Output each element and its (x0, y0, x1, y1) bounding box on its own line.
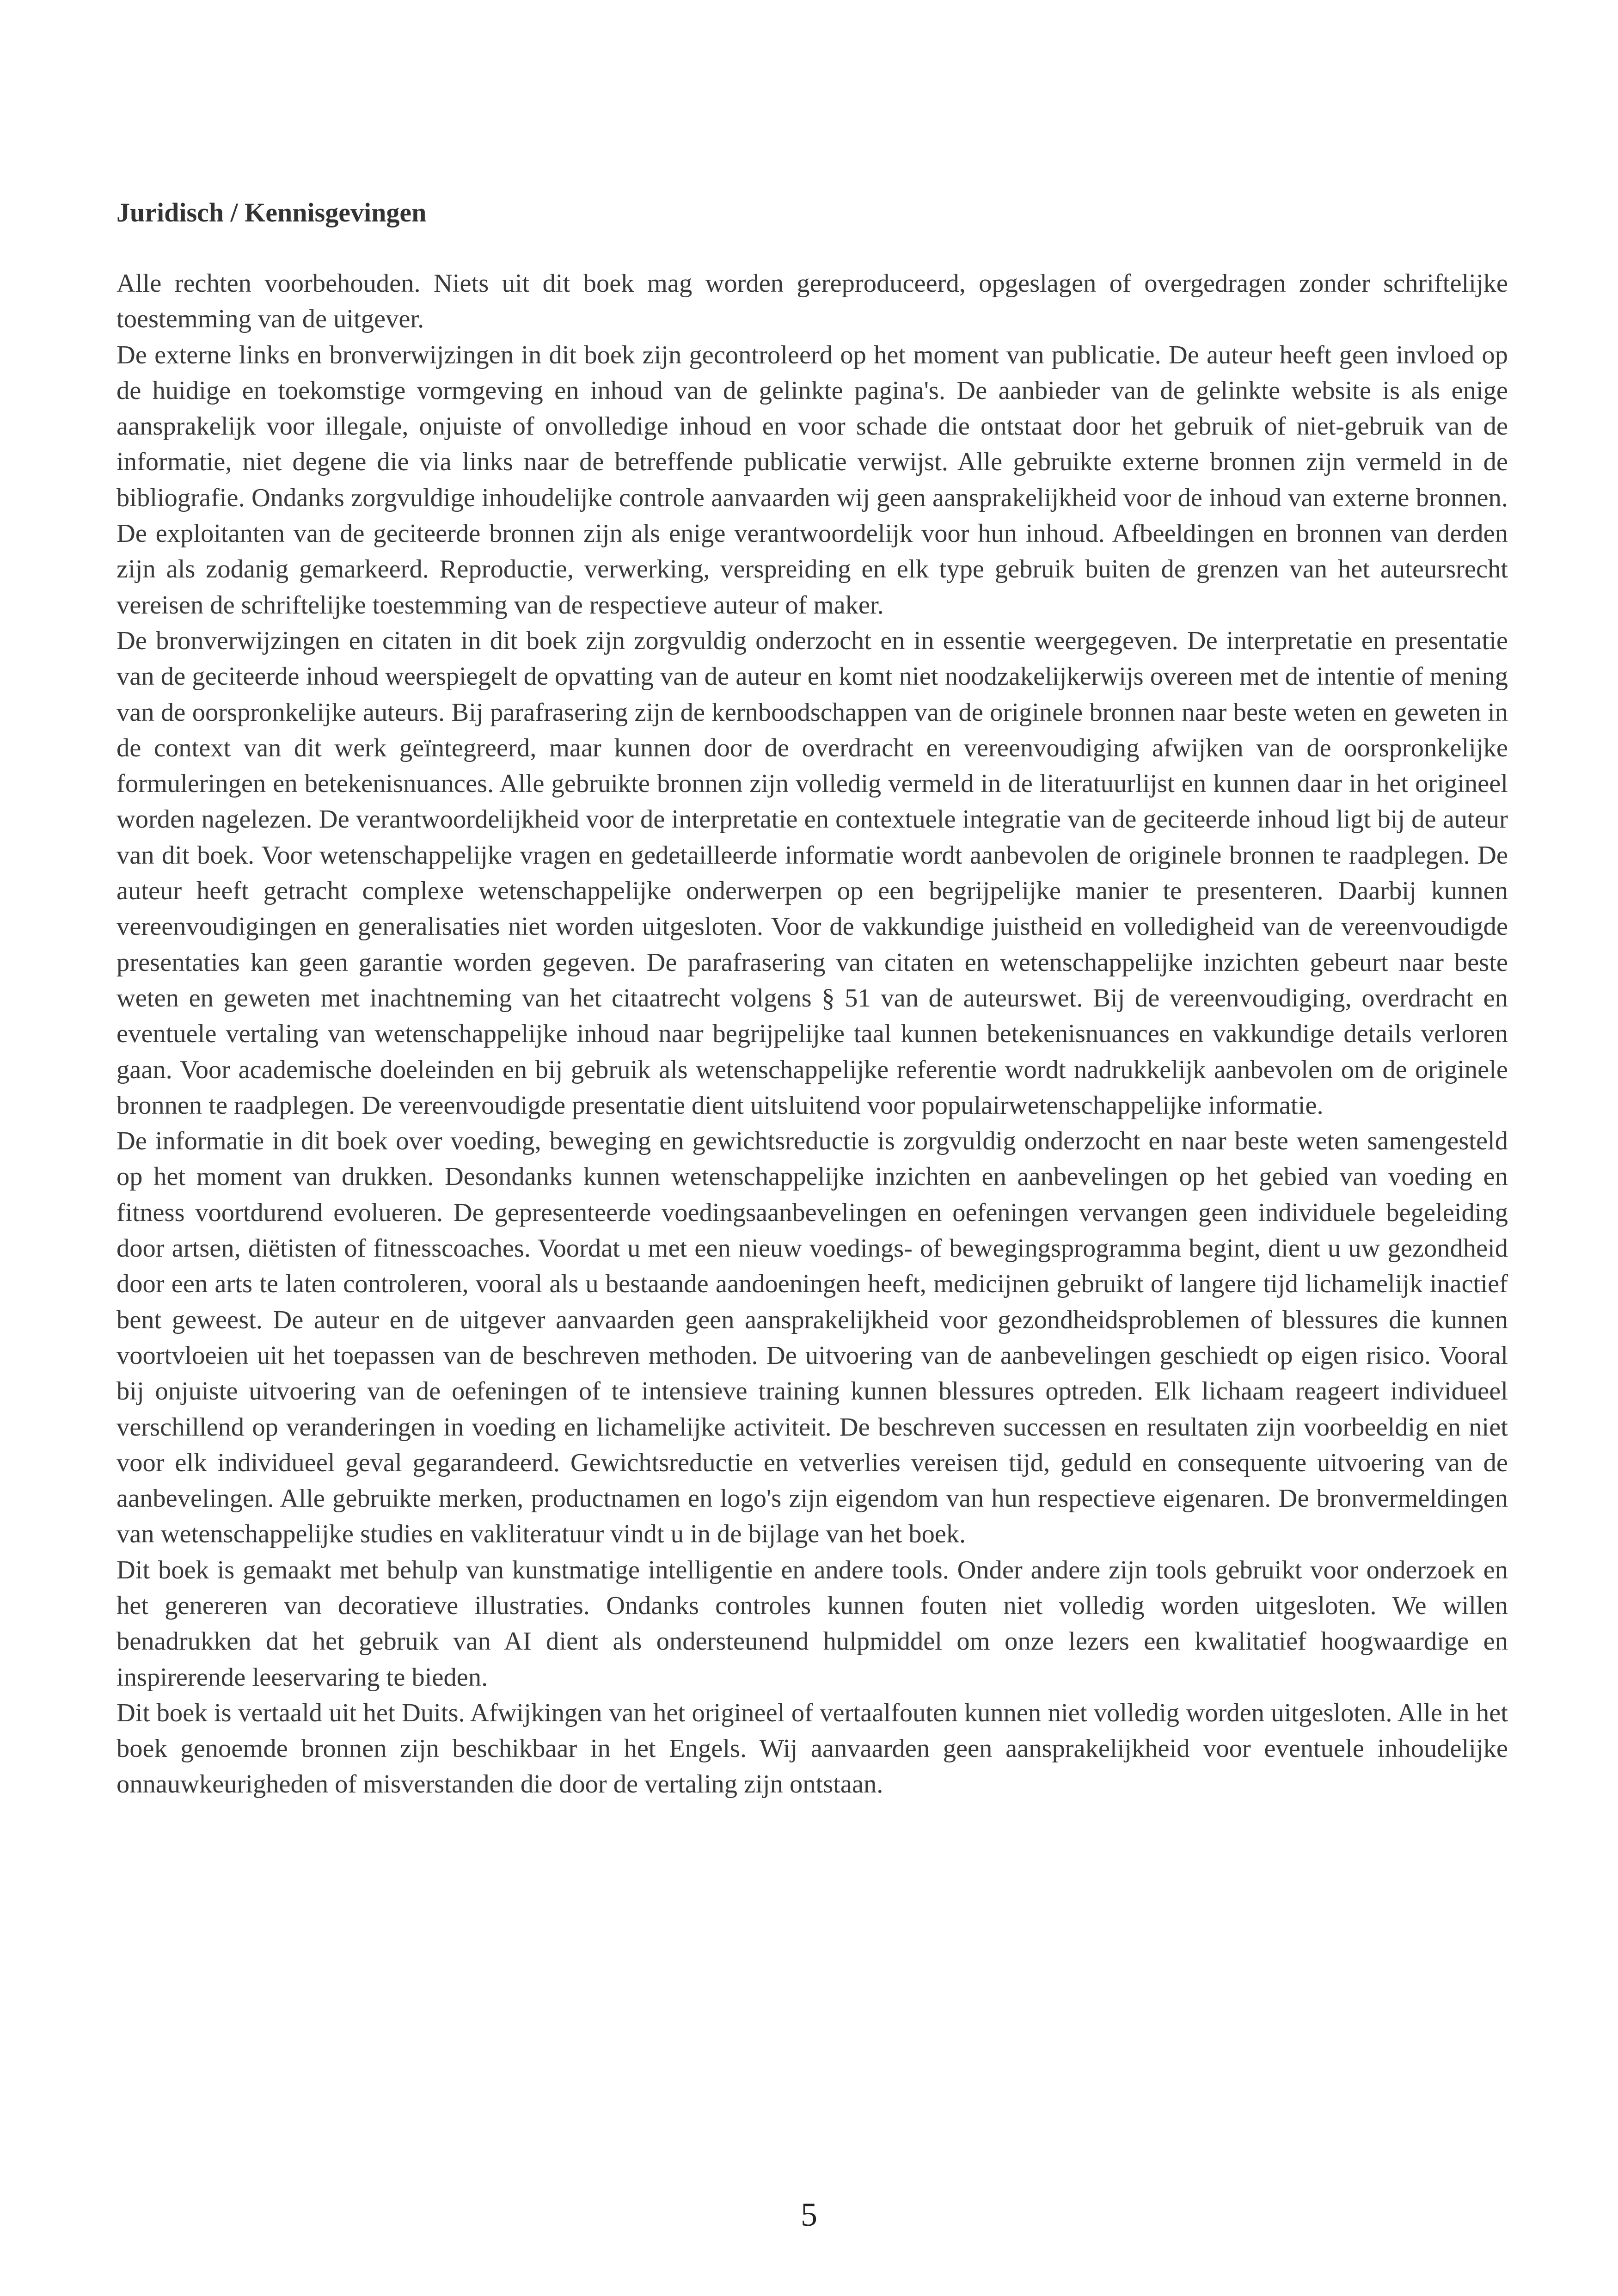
paragraph-rights-reserved: Alle rechten voorbehouden. Niets uit dit boek mag worden gereproduceerd, opgeslagen of overgedragen zonder schriftelijke toestemming van de uitgever. (116, 269, 1508, 334)
paragraph-citations: De bronverwijzingen en citaten in dit boek zijn zorgvuldig onderzocht en in essentie weergegeven. De interpretatie en presentatie van de geciteerde inhoud weerspiegelt de opvatting van de auteur en komt niet noodzakelijkerwijs overeen met de intentie of mening van de oorspronkelijke auteurs. Bij parafrasering zijn de kernboodschappen van de originele bronnen naar beste weten en geweten in de context van dit werk geïntegreerd, maar kunnen door de overdracht en vereenvoudiging afwijken van de oorspronkelijke formuleringen en betekenisnuances. Alle gebruikte bronnen zijn volledig vermeld in de literatuurlijst en kunnen daar in het origineel worden nagelezen. De verantwoordelijkheid voor de interpretatie en contextuele integratie van de geciteerde inhoud ligt bij de auteur van dit boek. Voor wetenschappelijke vragen en gedetailleerde informatie wordt aanbevolen de originele bronnen te raadplegen. De auteur heeft getracht complexe wetenschappelijke onderwerpen op een begrijpelijke manier te presenteren. Daarbij kunnen vereenvoudigingen en generalisaties niet worden uitgesloten. Voor de vakkundige juistheid en volledigheid van de vereenvoudigde presentaties kan geen garantie worden gegeven. De parafrasering van citaten en wetenschappelijke inzichten gebeurt naar beste weten en geweten met inachtneming van het citaatrecht volgens § 51 van de auteurswet. Bij de vereenvoudiging, overdracht en eventuele vertaling van wetenschappelijke inhoud naar begrijpelijke taal kunnen betekenisnuances en vakkundige details verloren gaan. Voor academische doeleinden en bij gebruik als wetenschappelijke referentie wordt nadrukkelijk aanbevolen om de originele bronnen te raadplegen. De vereenvoudigde presentatie dient uitsluitend voor populairwetenschappelijke informatie. (116, 626, 1508, 1120)
page-content (116, 194, 1508, 1803)
paragraph-translation-notice: Dit boek is vertaald uit het Duits. Afwijkingen van het origineel of vertaalfouten kunnen niet volledig worden uitgesloten. Alle in het boek genoemde bronnen zijn beschikbaar in het Engels. Wij aanvaarden geen aansprakelijkheid voor eventuele inhoudelijke onnauwkeurigheden of misverstanden die door de vertaling zijn ontstaan. (116, 1698, 1508, 1799)
paragraph-health-disclaimer: De informatie in dit boek over voeding, beweging en gewichtsreductie is zorgvuldig onderzocht en naar beste weten samengesteld op het moment van drukken. Desondanks kunnen wetenschappelijke inzichten en aanbevelingen op het gebied van voeding en fitness voortdurend evolueren. De gepresenteerde voedingsaanbevelingen en oefeningen vervangen geen individuele begeleiding door artsen, diëtisten of fitnesscoaches. Voordat u met een nieuw voedings- of bewegingsprogramma begint, dient u uw gezondheid door een arts te laten controleren, vooral als u bestaande aandoeningen heeft, medicijnen gebruikt of langere tijd lichamelijk inactief bent geweest. De auteur en de uitgever aanvaarden geen aansprakelijkheid voor gezondheidsproblemen of blessures die kunnen voortvloeien uit het toepassen van de beschreven methoden. De uitvoering van de aanbevelingen geschiedt op eigen risico. Vooral bij onjuiste uitvoering van de oefeningen of te intensieve training kunnen blessures optreden. Elk lichaam reageert individueel verschillend op veranderingen in voeding en lichamelijke activiteit. De beschreven successen en resultaten zijn voorbeeldig en niet voor elk individueel geval gegarandeerd. Gewichtsreductie en vetverlies vereisen tijd, geduld en consequente uitvoering van de aanbevelingen. Alle gebruikte merken, productnamen en logo's zijn eigendom van hun respectieve eigenaren. De bronvermeldingen van wetenschappelijke studies en vakliteratuur vindt u in de bijlage van het boek. (116, 1127, 1508, 1549)
section-heading: Juridisch / Kennisgevingen (116, 197, 427, 227)
page-number: 5 (801, 2196, 817, 2233)
paragraph-ai-notice: Dit boek is gemaakt met behulp van kunstmatige intelligentie en andere tools. Onder andere zijn tools gebruikt voor onderzoek en het genereren van decoratieve illustraties. Ondanks controles kunnen fouten niet volledig worden uitgesloten. We willen benadrukken dat het gebruik van AI dient als ondersteunend hulpmiddel om onze lezers een kwalitatief hoogwaardige en inspirerende leeservaring te bieden. (116, 1555, 1508, 1692)
paragraph-external-links: De externe links en bronverwijzingen in dit boek zijn gecontroleerd op het moment van publicatie. De auteur heeft geen invloed op de huidige en toekomstige vormgeving en inhoud van de gelinkte pagina's. De aanbieder van de gelinkte website is als enige aansprakelijk voor illegale, onjuiste of onvolledige inhoud en voor schade die ontstaat door het gebruik of niet-gebruik van de informatie, niet degene die via links naar de betreffende publicatie verwijst. Alle gebruikte externe bronnen zijn vermeld in de bibliografie. Ondanks zorgvuldige inhoudelijke controle aanvaarden wij geen aansprakelijkheid voor de inhoud van externe bronnen. De exploitanten van de geciteerde bronnen zijn als enige verantwoordelijk voor hun inhoud. Afbeeldingen en bronnen van derden zijn als zodanig gemarkeerd. Reproductie, verwerking, verspreiding en elk type gebruik buiten de grenzen van het auteursrecht vereisen de schriftelijke toestemming van de respectieve auteur of maker. (116, 340, 1508, 620)
